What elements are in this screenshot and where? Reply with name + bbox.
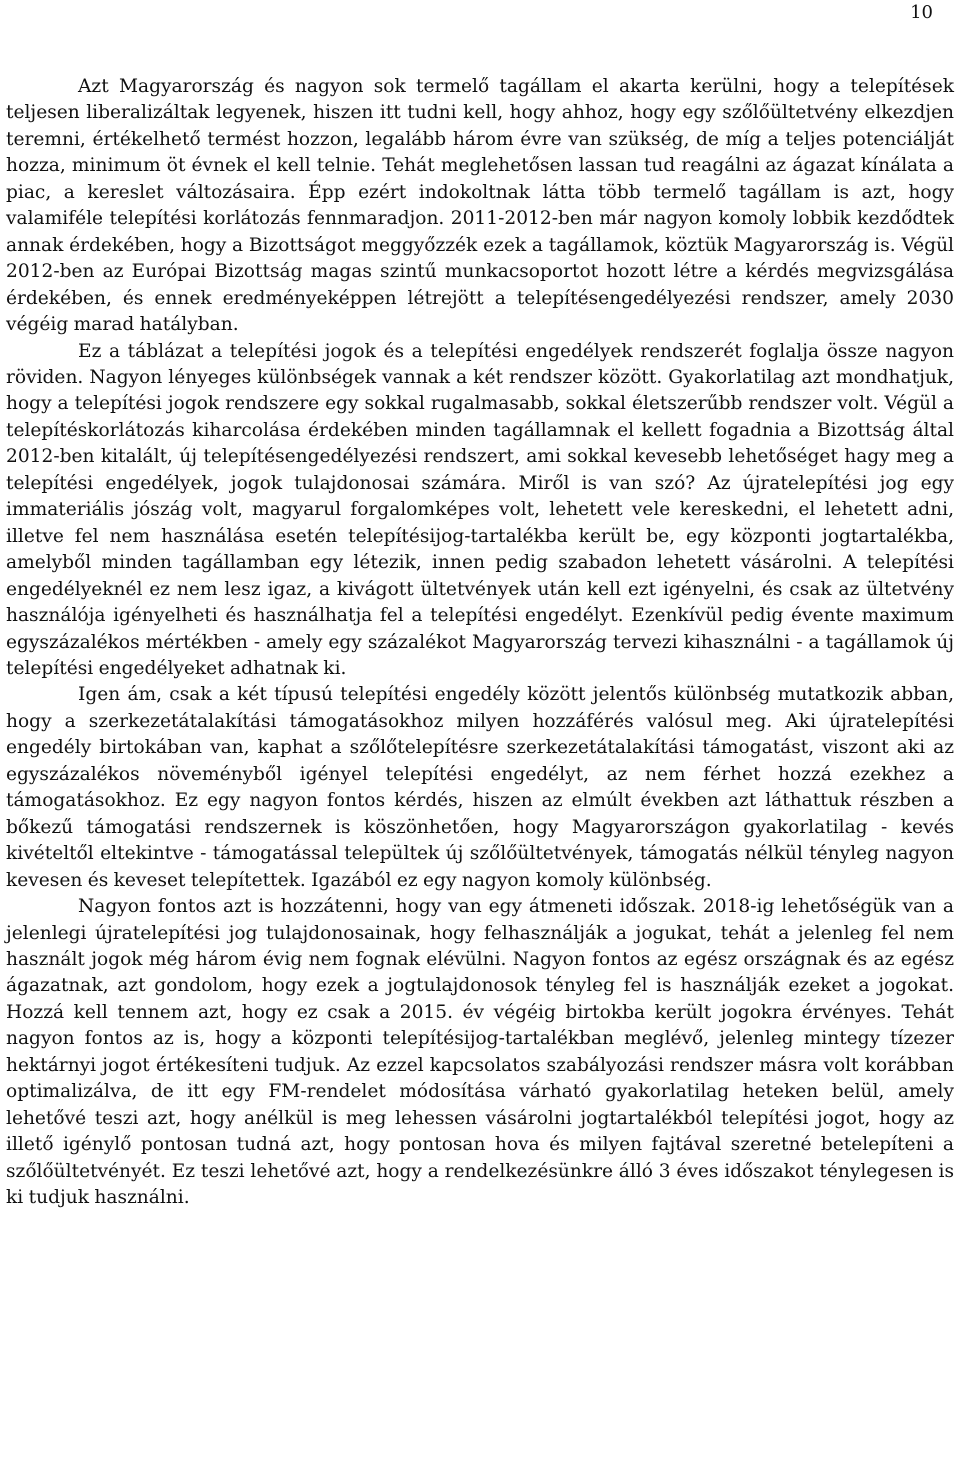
paragraph: Igen ám, csak a két típusú telepítési engedély között jelentős különbség mutatkozik abban, hogy a szerkezetátalakítási támogatásokhoz milyen hozzáférés valósul meg. Aki újratelepítési engedély birtokában van, kaphat a szőlőtelepítésre szerkezetátalakítási támogatást, viszont aki az egyszázalékos növeményből igényel telepítési engedélyt, az nem férhet hozzá ezekhez a támogatásokhoz. Ez egy nagyon fontos kérdés, hiszen az elmúlt években azt láthattuk részben a bőkezű támogatási rendszernek is köszönhetően, hogy Magyarországon gyakorlatilag - kevés kivételtől eltekintve - támogatással települtek új szőlőültetvények, támogatás nélkül tényleg nagyon kevesen és keveset telepítettek. Igazából ez egy nagyon komoly különbség. — [6, 684, 954, 891]
paragraph: Azt Magyarország és nagyon sok termelő tagállam el akarta kerülni, hogy a telepítések teljesen liberalizáltak legyenek, hiszen itt tudni kell, hogy ahhoz, hogy egy szőlőültetvény elkezdjen teremni, értékelhető termést hozzon, legalább három évre van szükség, de míg a teljes potenciálját hozza, minimum öt évnek el kell telnie. Tehát meglehetősen lassan tud reagálni az ágazat kínálata a piac, a kereslet változásaira. Épp ezért indokoltnak látta több termelő tagállam is azt, hogy valamiféle telepítési korlátozás fennmaradjon. 2011-2012-ben már nagyon komoly lobbik kezdődtek annak érdekében, hogy a Bizottságot meggyőzzék ezek a tagállamok, köztük Magyarország is. Végül 2012-ben az Európai Bizottság magas szintű munkacsoportot hozott létre a kérdés megvizsgálása érdekében, és ennek eredményeképpen létrejött a telepítésengedélyezési rendszer, amely 2030 végéig marad hatályban. — [6, 76, 954, 336]
paragraph: Ez a táblázat a telepítési jogok és a telepítési engedélyek rendszerét foglalja össze nagyon röviden. Nagyon lényeges különbségek vannak a két rendszer között. Gyakorlatilag azt mondhatjuk, hogy a telepítési jogok rendszere egy sokkal rugalmasabb, sokkal életszerűbb rendszer volt. Végül a telepítéskorlátozás kiharcolása érdekében minden tagállamnak el kellett fogadnia a Bizottság által 2012-ben kitalált, új telepítésengedélyezési rendszert, ami sokkal kevesebb lehetőséget hagy meg a telepítési engedélyek, jogok tulajdonosai számára. Miről is van szó? Az újratelepítési jog egy immateriális jószág volt, magyarul forgalomképes volt, lehetett vele kereskedni, el lehetett adni, illetve fel nem használása esetén telepítésijog-tartalékba került be, egy központi jogtartalékba, amelyből minden tagállamban egy létezik, innen pedig szabadon lehetett vásárolni. A telepítési engedélyeknél ez nem lesz igaz, a kivágott ültetvények után kell ezt igényelni, és csak az ültetvény használója igényelheti és használhatja fel a telepítési engedélyt. Ezenkívül pedig évente maximum egyszázalékos mértékben - amely egy százalékot Magyarország tervezi kihasználni - a tagállamok új telepítési engedélyeket adhatnak ki. — [6, 340, 954, 679]
page-number: 10 — [910, 2, 933, 23]
document-body — [6, 74, 954, 1211]
paragraph: Nagyon fontos azt is hozzátenni, hogy van egy átmeneti időszak. 2018-ig lehetőségük van a jelenlegi újratelepítési jog tulajdonosainak, hogy felhasználják a jogukat, tehát a jelenleg fel nem használt jogok még három évig nem fognak elévülni. Nagyon fontos az egész országnak és az egész ágazatnak, azt gondolom, hogy ezek a jogtulajdonosok tényleg fel is használják ezeket a jogokat. Hozzá kell tennem azt, hogy ez csak a 2015. év végéig birtokba került jogokra érvényes. Tehát nagyon fontos az is, hogy a központi telepítésijog-tartalékban meglévő, jelenleg mintegy tízezer hektárnyi jogot értékesíteni tudjuk. Az ezzel kapcsolatos szabályozási rendszer másra volt korábban optimalizálva, de itt egy FM-rendelet módosítása várható gyakorlatilag heteken belül, amely lehetővé teszi azt, hogy anélkül is meg lehessen vásárolni jogtartalékból telepítési jogot, hogy az illető igénylő pontosan tudná azt, hogy pontosan hova és milyen fajtával szeretné betelepíteni a szőlőültetvényét. Ez teszi lehetővé azt, hogy a rendelkezésünkre álló 3 éves időszakot ténylegesen is ki tudjuk használni. — [6, 896, 954, 1209]
